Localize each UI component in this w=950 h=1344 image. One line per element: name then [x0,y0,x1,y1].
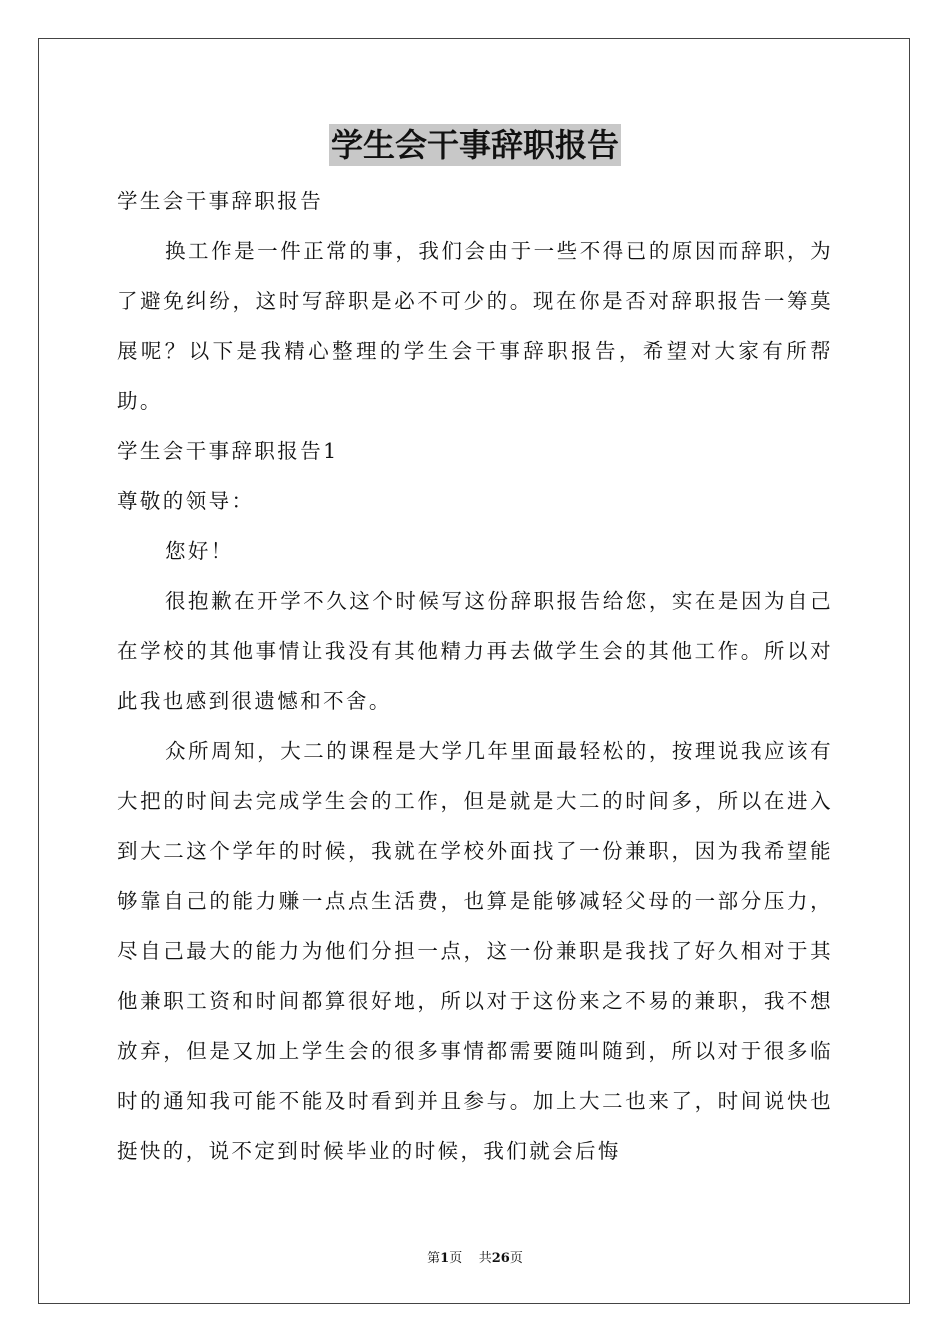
greeting: 您好！ [165,539,234,563]
document-body [117,176,833,1176]
page-prefix: 第 [427,1251,441,1266]
page-footer [0,1247,950,1266]
page-number: 1 [440,1251,450,1266]
intro-paragraph: 换工作是一件正常的事，我们会由于一些不得已的原因而辞职，为了避免纠纷，这时写辞职是必不可少的。现在你是否对辞职报告一筹莫展呢？以下是我精心整理的学生会干事辞职报告，希望对大家有所帮助。 [117,239,833,413]
total-suffix: 页 [509,1251,523,1266]
total-pages: 26 [491,1251,510,1266]
total-prefix: 共 [478,1251,492,1266]
salutation: 尊敬的领导： [117,489,255,513]
document-title: 学生会干事辞职报告 [330,126,619,164]
page-suffix: 页 [449,1251,463,1266]
title-block [0,124,950,166]
subtitle: 学生会干事辞职报告 [117,189,324,213]
body-paragraph-1: 很抱歉在开学不久这个时候写这份辞职报告给您，实在是因为自己在学校的其他事情让我没有其他精力再去做学生会的其他工作。所以对此我也感到很遗憾和不舍。 [117,589,833,713]
section-heading: 学生会干事辞职报告1 [117,439,339,463]
body-paragraph-2: 众所周知，大二的课程是大学几年里面最轻松的，按理说我应该有大把的时间去完成学生会的工作，但是就是大二的时间多，所以在进入到大二这个学年的时候，我就在学校外面找了一份兼职，因为我希望能够靠自己的能力赚一点点生活费，也算是能够减轻父母的一部分压力，尽自己最大的能力为他们分担一点，这一份兼职是我找了好久相对于其他兼职工资和时间都算很好地，所以对于这份来之不易的兼职，我不想放弃，但是又加上学生会的很多事情都需要随叫随到，所以对于很多临时的通知我可能不能及时看到并且参与。加上大二也来了，时间说快也挺快的，说不定到时候毕业的时候，我们就会后悔 [117,739,833,1163]
